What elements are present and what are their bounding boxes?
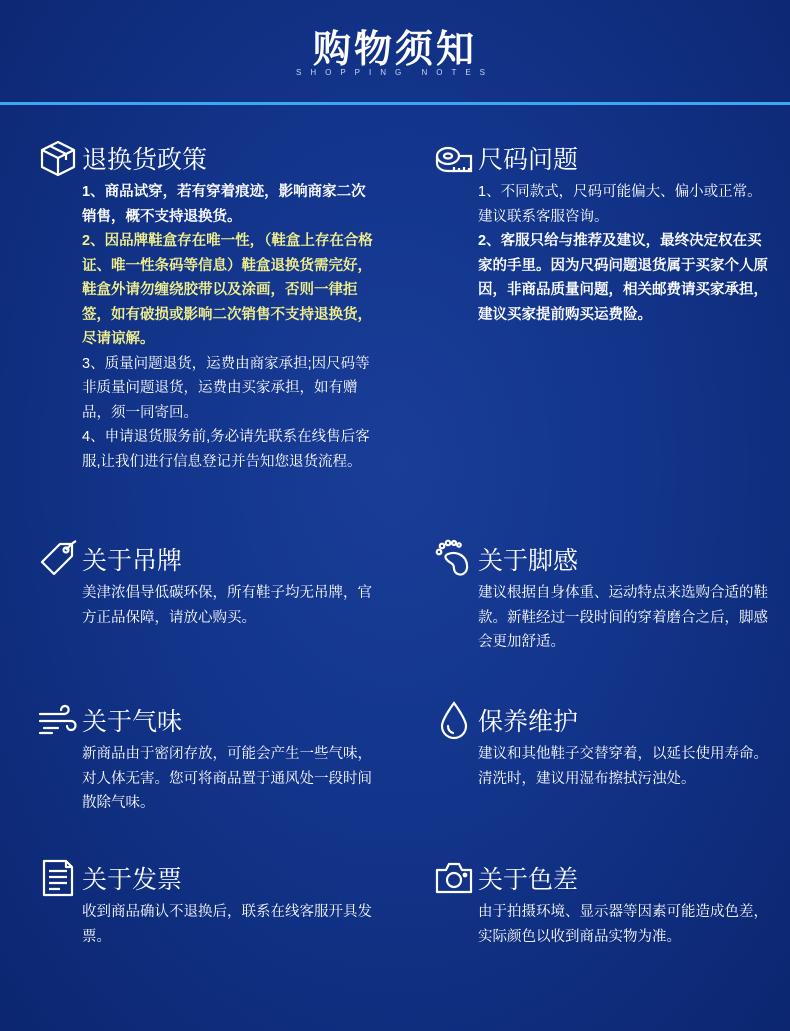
section-body — [478, 742, 770, 791]
paragraph: 建议根据自身体重、运动特点来选购合适的鞋款。新鞋经过一段时间的穿着磨合之后，脚感会更加舒适。 — [478, 585, 768, 650]
paragraph: 1、商品试穿，若有穿着痕迹，影响商家二次销售，概不支持退换货。 — [82, 184, 366, 225]
section-title: 尺码问题 — [478, 146, 579, 174]
paragraph: 2、客服只给与推荐及建议，最终决定权在买家的手里。因为尺码问题退货属于买家个人原因，非商品质量问题，相关邮费请买家承担，建议买家提前购买运费险。 — [478, 233, 768, 323]
section-body — [478, 900, 770, 949]
page-title: 购物须知 — [312, 29, 477, 71]
paragraph: 1、不同款式，尺码可能偏大、偏小或正常。建议联系客服咨询。 — [478, 184, 762, 225]
section-body — [82, 581, 374, 630]
wind-icon — [38, 700, 78, 740]
section-body — [82, 742, 374, 816]
section-title: 关于脚感 — [478, 547, 579, 575]
page-header — [0, 0, 790, 104]
section-title: 关于色差 — [478, 866, 579, 894]
water-drop-icon — [434, 700, 474, 740]
tape-measure-icon — [434, 138, 474, 178]
footprint-icon — [434, 539, 474, 579]
section-body — [478, 581, 770, 655]
page-subtitle: SHOPPING NOTES — [295, 68, 494, 77]
camera-icon — [434, 858, 474, 898]
section-title: 保养维护 — [478, 708, 579, 736]
paragraph: 新商品由于密闭存放，可能会产生一些气味，对人体无害。您可将商品置于通风处一段时间散除气味。 — [82, 746, 372, 811]
paragraph-highlight: 2、因品牌鞋盒存在唯一性，（鞋盒上存在合格证、唯一性条码等信息）鞋盒退换货需完好，鞋盒外请勿缠绕胶带以及涂画，否则一律拒签，如有破损或影响二次销售不支持退换货，尽请谅解。 — [82, 233, 373, 347]
paragraph: 建议和其他鞋子交替穿着，以延长使用寿命。清洗时，建议用湿布擦拭污浊处。 — [478, 746, 768, 787]
section-body — [82, 900, 374, 949]
paragraph: 美津浓倡导低碳环保，所有鞋子均无吊牌，官方正品保障，请放心购买。 — [82, 585, 372, 626]
section-body — [82, 180, 374, 474]
header-divider — [0, 102, 790, 105]
section-title: 关于发票 — [82, 866, 183, 894]
section-title: 退换货政策 — [82, 146, 208, 174]
paragraph: 由于拍摄环境、显示器等因素可能造成色差，实际颜色以收到商品实物为准。 — [478, 904, 768, 945]
paragraph: 4、申请退货服务前,务必请先联系在线售后客服,让我们进行信息登记并告知您退货流程。 — [82, 429, 370, 470]
document-icon — [38, 858, 78, 898]
box-icon — [38, 138, 78, 178]
tag-icon — [38, 539, 78, 579]
section-title: 关于气味 — [82, 708, 183, 736]
section-title: 关于吊牌 — [82, 547, 183, 575]
paragraph: 收到商品确认不退换后，联系在线客服开具发票。 — [82, 904, 372, 945]
section-body — [478, 180, 770, 327]
paragraph: 3、质量问题退货，运费由商家承担;因尺码等非质量问题退货，运费由买家承担，如有赠品，须一同寄回。 — [82, 355, 370, 421]
